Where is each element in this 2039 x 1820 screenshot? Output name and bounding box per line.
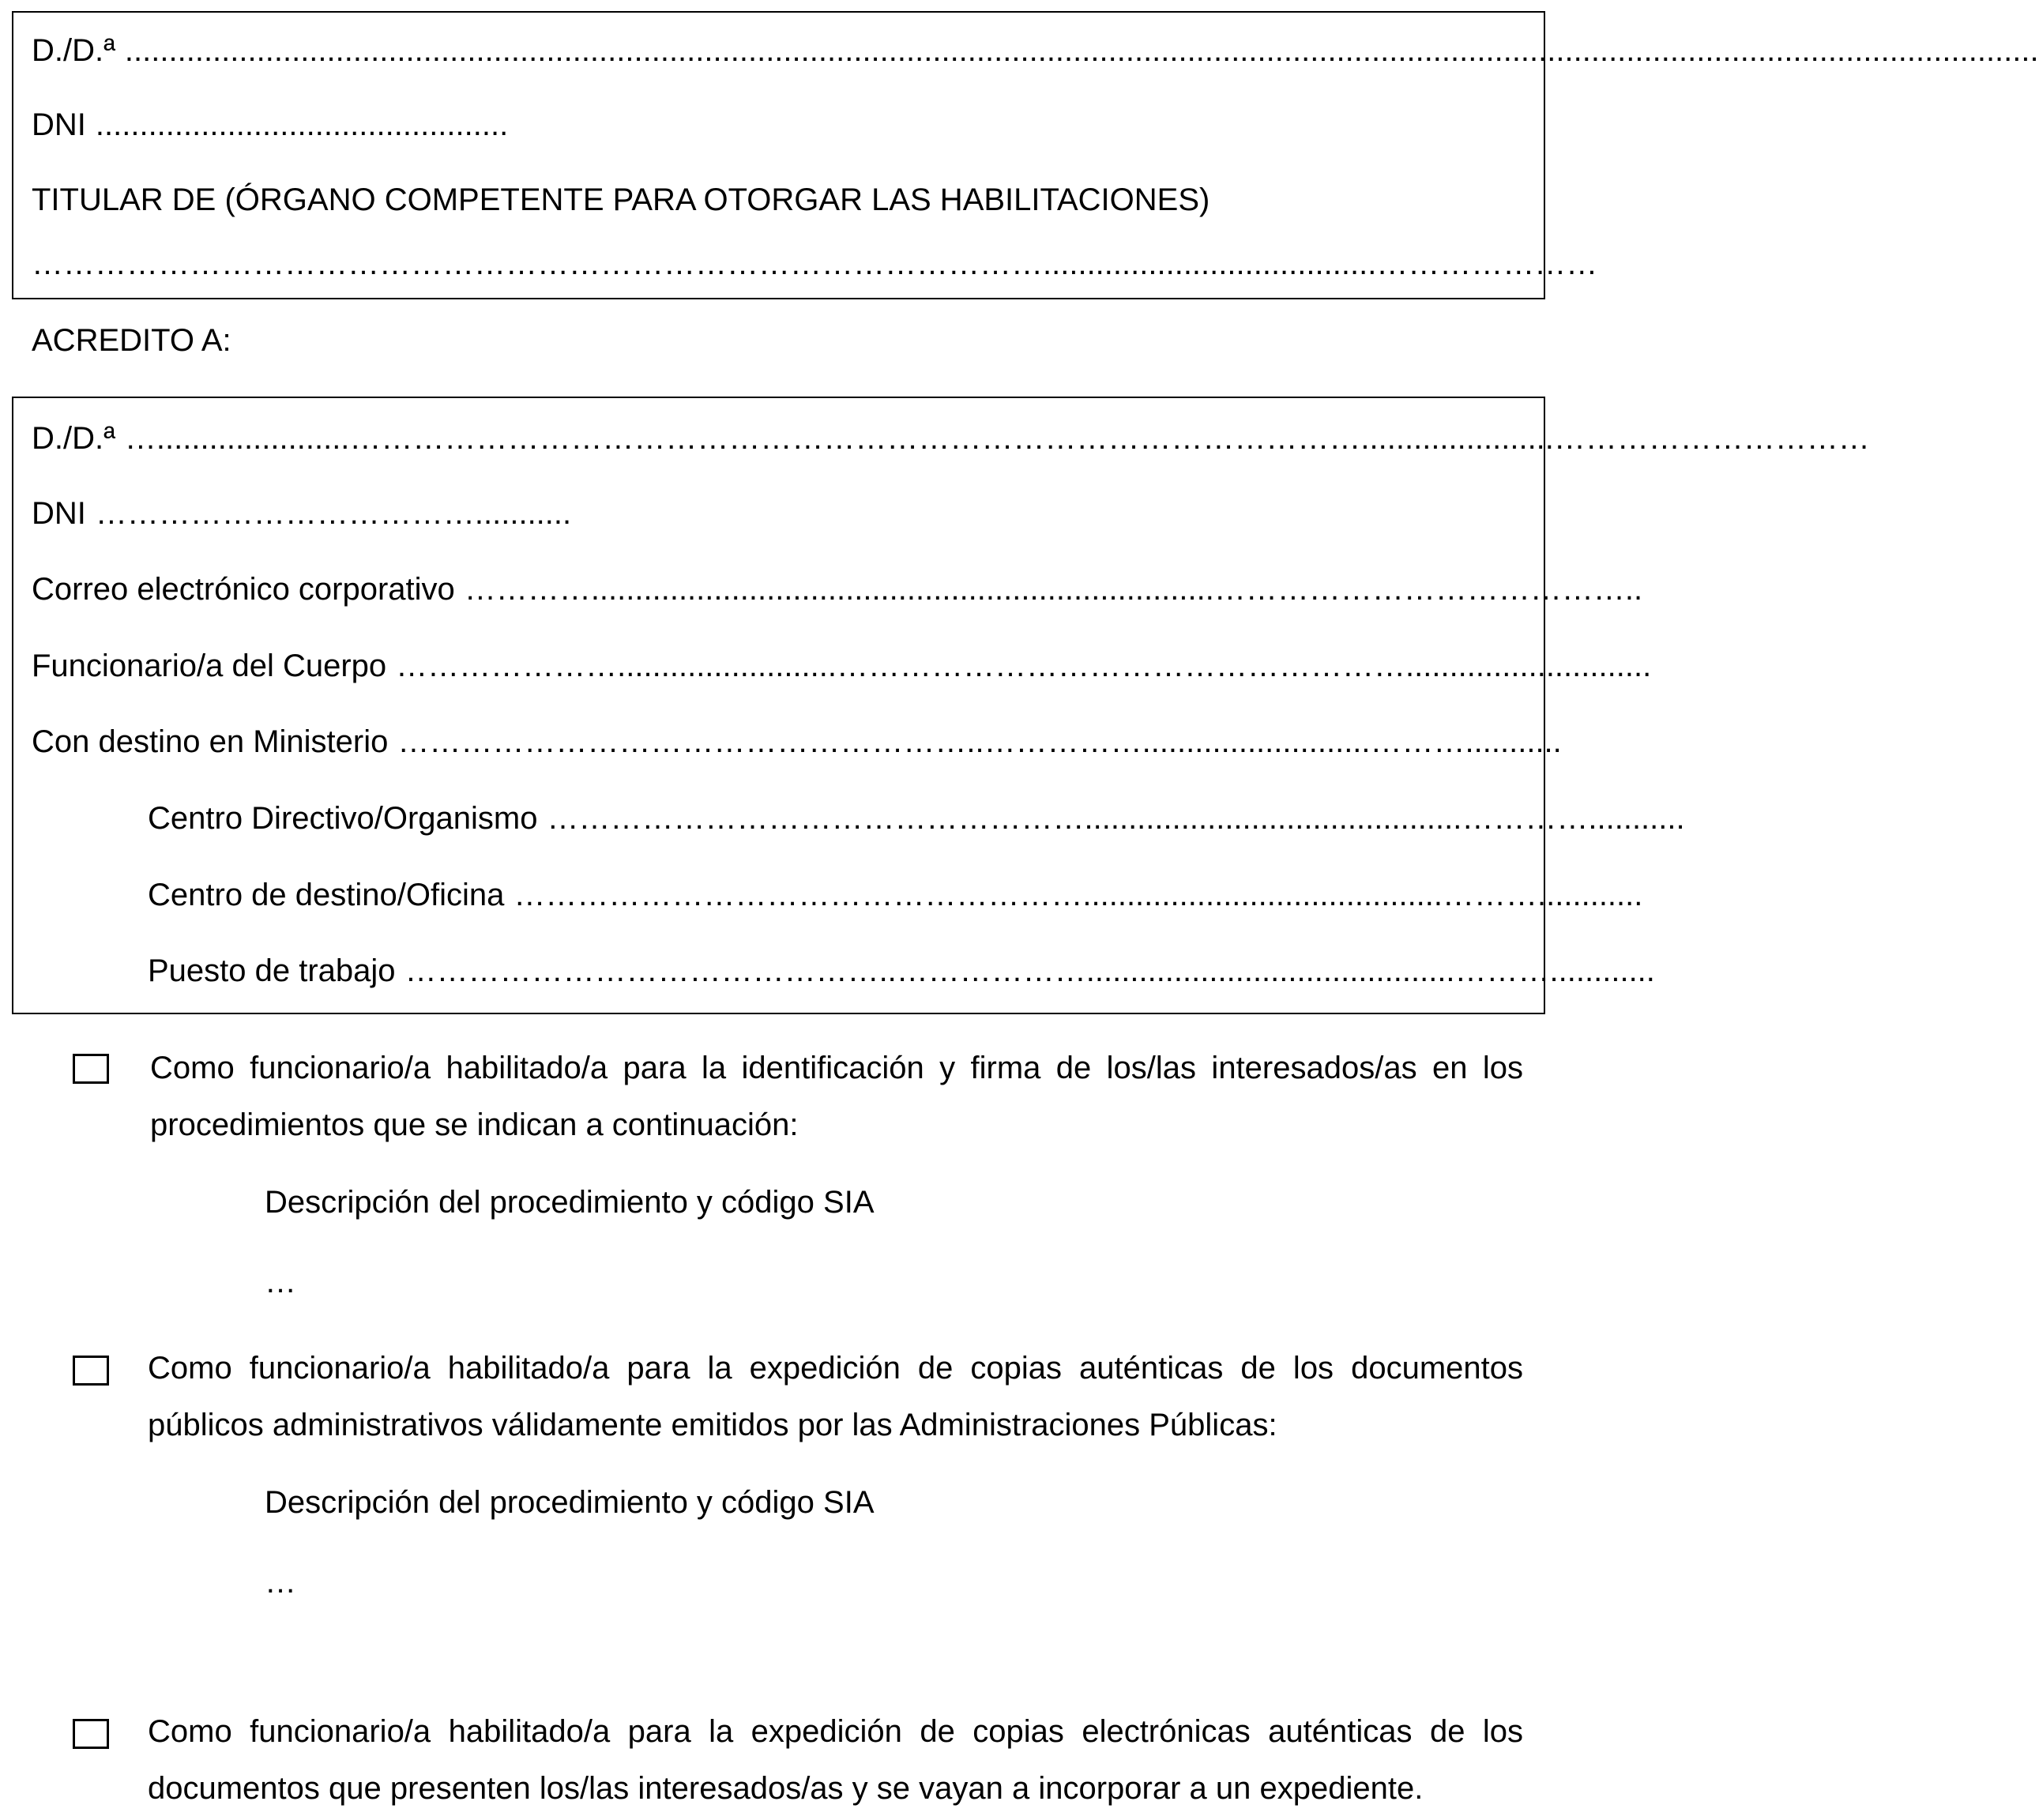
option-electronic-copies-text: Como funcionario/a habilitado/a para la expedición de copias electrónicas auténticas de los documentos que presenten los/las interesados/as y se vayan a incorporar a un expediente. [148, 1714, 1523, 1806]
option-identification-checkbox[interactable] [73, 1054, 109, 1084]
official-post-field[interactable]: ………………………………………..………………..........................................………............ [404, 953, 1655, 988]
official-dni-label: DNI [32, 496, 86, 531]
official-office-field[interactable]: ……………………………………………….........................................………............ [514, 878, 1643, 912]
option-certified-copies-procedure-label: Descripción del procedimiento y código SIA [265, 1485, 875, 1520]
official-directorate-row [148, 799, 1685, 837]
issuer-dni-row [32, 106, 553, 144]
option-certified-copies-ellipsis: … [265, 1565, 296, 1600]
option-identification-ellipsis: … [265, 1265, 296, 1299]
option-certified-copies-checkbox[interactable] [73, 1356, 109, 1386]
official-dni-field[interactable]: ………………………………........... [95, 496, 572, 531]
option-identification-text: Como funcionario/a habilitado/a para la identificación y firma de los/las interesados/as en los procedimientos que se indican a continuación: [150, 1051, 1523, 1142]
official-corps-label: Funcionario/a del Cuerpo [32, 649, 387, 683]
issuer-dni-field[interactable]: ............................................... [95, 107, 509, 142]
option-identification-procedure-label: Descripción del procedimiento y código SIA [265, 1185, 875, 1220]
official-ministry-field[interactable]: ………………………………………………..……………..........................………........... [397, 724, 1562, 759]
official-ministry-label: Con destino en Ministerio [32, 724, 389, 759]
official-office-row [148, 876, 1643, 914]
official-post-row [148, 952, 1655, 990]
official-office-label: Centro de destino/Oficina [148, 878, 505, 912]
official-email-label: Correo electrónico corporativo [32, 572, 455, 607]
official-dni-row [32, 494, 572, 532]
issuer-title-field[interactable]: ……………………………………………………………………………………......................................………………… [32, 246, 1598, 281]
option-electronic-copies-checkbox[interactable] [73, 1719, 109, 1749]
official-corps-field[interactable]: ………………….........................………………………………………………............................ [396, 649, 1652, 683]
issuer-title-label: TITULAR DE (ÓRGANO COMPETENTE PARA OTORGAR LAS HABILITACIONES) [32, 182, 1210, 217]
official-directorate-label: Centro Directivo/Organismo [148, 801, 538, 836]
issuer-dni-label: DNI [32, 107, 86, 142]
issuer-name-field[interactable]: .......................................................................................................................................................................................................................... [124, 33, 2039, 68]
official-name-field[interactable]: …......................……………………………………………………………………………………......................………………………… [124, 421, 1870, 456]
issuer-name-label: D./D.ª [32, 33, 115, 68]
official-corps-row [32, 647, 1652, 685]
acredito-heading: ACREDITO A: [32, 323, 231, 358]
option-certified-copies-text: Como funcionario/a habilitado/a para la expedición de copias auténticas de los documentos públicos administrativos válidamente emitidos por las Administraciones Públicas: [148, 1351, 1523, 1442]
official-name-row [32, 419, 1870, 457]
official-ministry-row [32, 723, 1562, 761]
official-email-row [32, 570, 1643, 608]
issuer-name-row [32, 32, 2039, 70]
official-post-label: Puesto de trabajo [148, 953, 396, 988]
official-box [12, 397, 1545, 1014]
official-directorate-field[interactable]: ……………………………………………...........................................…………........... [547, 801, 1685, 836]
official-email-field[interactable]: ………….......................................................................………………………………….. [464, 572, 1643, 607]
official-name-label: D./D.ª [32, 421, 115, 456]
